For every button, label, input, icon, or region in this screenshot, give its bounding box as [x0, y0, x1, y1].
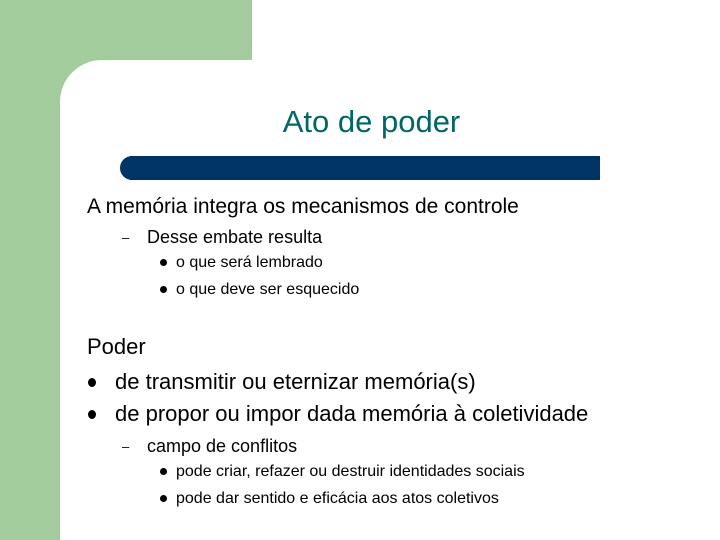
sub-point-embate: Desse embate resulta: [147, 227, 323, 247]
background-green-left-strip: [0, 0, 60, 540]
sub-point-conflitos: campo de conflitos: [147, 436, 298, 456]
bullet-point-memoria: A memória integra os mecanismos de controle: [87, 195, 519, 218]
list-item: de transmitir ou eternizar memória(s): [115, 369, 476, 394]
list-item: o que será lembrado: [176, 254, 323, 271]
list-item: pode criar, refazer ou destruir identidades sociais: [176, 463, 525, 480]
bullet-dot: [160, 286, 167, 293]
dash-marker: –: [122, 439, 130, 454]
bullet-dot: [160, 259, 167, 266]
bullet-dot: [88, 410, 96, 419]
list-item: de propor ou impor dada memória à coletividade: [115, 401, 589, 426]
dash-marker: –: [122, 230, 130, 245]
title-underline-bar: [130, 156, 600, 180]
bullet-dot: [88, 378, 96, 387]
slide-title: Ato de poder: [282, 104, 461, 139]
list-item: o que deve ser esquecido: [176, 281, 360, 298]
bullet-dot: [160, 468, 167, 475]
heading-poder: Poder: [87, 334, 146, 359]
list-item: pode dar sentido e eficácia aos atos coletivos: [176, 490, 499, 507]
bullet-dot: [160, 495, 167, 502]
